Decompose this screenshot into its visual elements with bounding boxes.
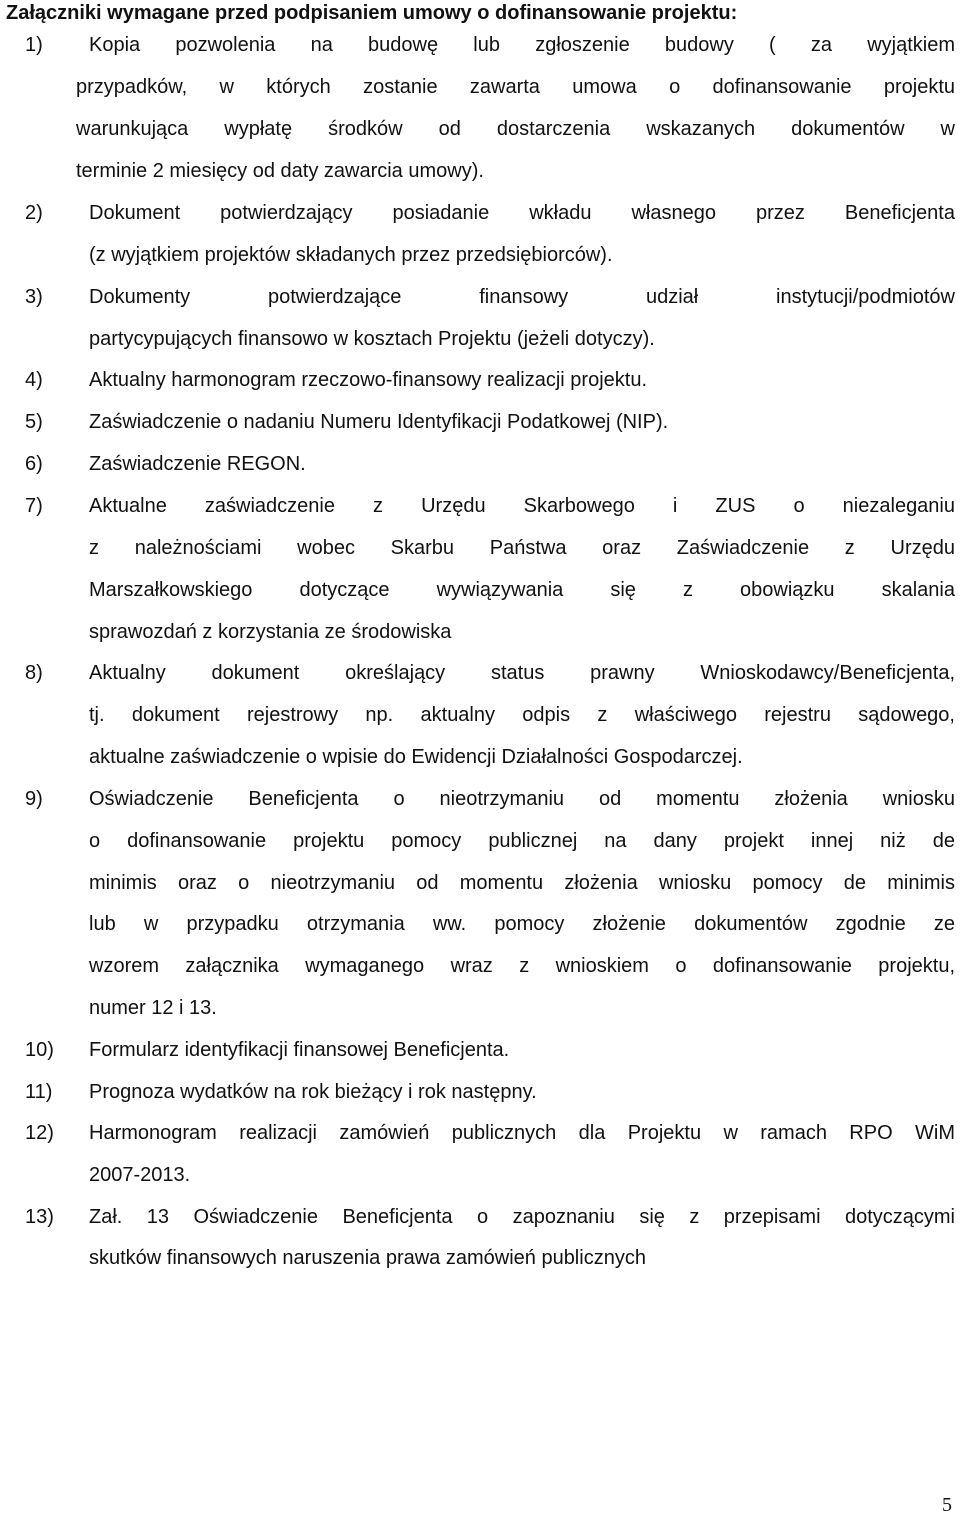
item-text-line: Aktualny dokument określający status prawny Wnioskodawcy/Beneficjenta, <box>89 662 955 684</box>
item-text-line: Formularz identyfikacji finansowej Beneficjenta. <box>89 1039 510 1061</box>
item-text-line: minimis oraz o nieotrzymaniu od momentu złożenia wniosku pomocy de minimis <box>89 872 955 894</box>
item-text-line: Zał. 13 Oświadczenie Beneficjenta o zapoznaniu się z przepisami dotyczącymi <box>89 1206 955 1228</box>
item-number: 5) <box>25 411 43 433</box>
item-text-line: Zaświadczenie o nadaniu Numeru Identyfikacji Podatkowej (NIP). <box>89 411 669 433</box>
item-text-line: Aktualny harmonogram rzeczowo-finansowy realizacji projektu. <box>89 369 648 391</box>
item-text-line: Oświadczenie Beneficjenta o nieotrzymaniu od momentu złożenia wniosku <box>89 788 955 810</box>
document-title: Załączniki wymagane przed podpisaniem umowy o dofinansowanie projektu: <box>6 2 738 24</box>
item-text-line: warunkująca wypłatę środków od dostarczenia wskazanych dokumentów w <box>76 118 955 140</box>
item-text-line: (z wyjątkiem projektów składanych przez przedsiębiorców). <box>89 244 613 266</box>
item-number: 1) <box>25 34 43 56</box>
item-text-line: 2007-2013. <box>89 1164 191 1186</box>
item-text-line: partycypujących finansowo w kosztach Projektu (jeżeli dotyczy). <box>89 328 655 350</box>
item-text-line: z należnościami wobec Skarbu Państwa oraz Zaświadczenie z Urzędu <box>89 537 955 559</box>
item-text-line: numer 12 i 13. <box>89 997 217 1019</box>
item-number: 6) <box>25 453 43 475</box>
item-number: 3) <box>25 286 43 308</box>
item-number: 4) <box>25 369 43 391</box>
item-text-line: terminie 2 miesięcy od daty zawarcia umowy). <box>76 160 484 182</box>
item-number: 13) <box>25 1206 54 1228</box>
item-number: 10) <box>25 1039 54 1061</box>
item-number: 11) <box>25 1081 53 1103</box>
item-text-line: Zaświadczenie REGON. <box>89 453 306 475</box>
item-text-line: lub w przypadku otrzymania ww. pomocy złożenie dokumentów zgodnie ze <box>89 913 955 935</box>
item-text-line: Dokument potwierdzający posiadanie wkładu własnego przez Beneficjenta <box>89 202 955 224</box>
item-text-line: Kopia pozwolenia na budowę lub zgłoszenie budowy ( za wyjątkiem <box>89 34 955 56</box>
item-number: 12) <box>25 1122 54 1144</box>
item-text-line: Harmonogram realizacji zamówień publicznych dla Projektu w ramach RPO WiM <box>89 1122 955 1144</box>
page-number: 5 <box>942 1494 952 1516</box>
item-text-line: wzorem załącznika wymaganego wraz z wnioskiem o dofinansowanie projektu, <box>89 955 955 977</box>
item-number: 7) <box>25 495 43 517</box>
item-text-line: skutków finansowych naruszenia prawa zamówień publicznych <box>89 1247 646 1269</box>
item-text-line: sprawozdań z korzystania ze środowiska <box>89 621 452 643</box>
item-text-line: przypadków, w których zostanie zawarta umowa o dofinansowanie projektu <box>76 76 955 98</box>
item-number: 9) <box>25 788 43 810</box>
item-number: 2) <box>25 202 43 224</box>
item-number: 8) <box>25 662 43 684</box>
item-text-line: aktualne zaświadczenie o wpisie do Ewidencji Działalności Gospodarczej. <box>89 746 743 768</box>
item-text-line: tj. dokument rejestrowy np. aktualny odpis z właściwego rejestru sądowego, <box>89 704 955 726</box>
item-text-line: Aktualne zaświadczenie z Urzędu Skarbowego i ZUS o niezaleganiu <box>89 495 955 517</box>
item-text-line: o dofinansowanie projektu pomocy publicznej na dany projekt innej niż de <box>89 830 955 852</box>
item-text-line: Marszałkowskiego dotyczące wywiązywania się z obowiązku skalania <box>89 579 955 601</box>
item-text-line: Dokumenty potwierdzające finansowy udział instytucji/podmiotów <box>89 286 955 308</box>
item-text-line: Prognoza wydatków na rok bieżący i rok następny. <box>89 1081 537 1103</box>
